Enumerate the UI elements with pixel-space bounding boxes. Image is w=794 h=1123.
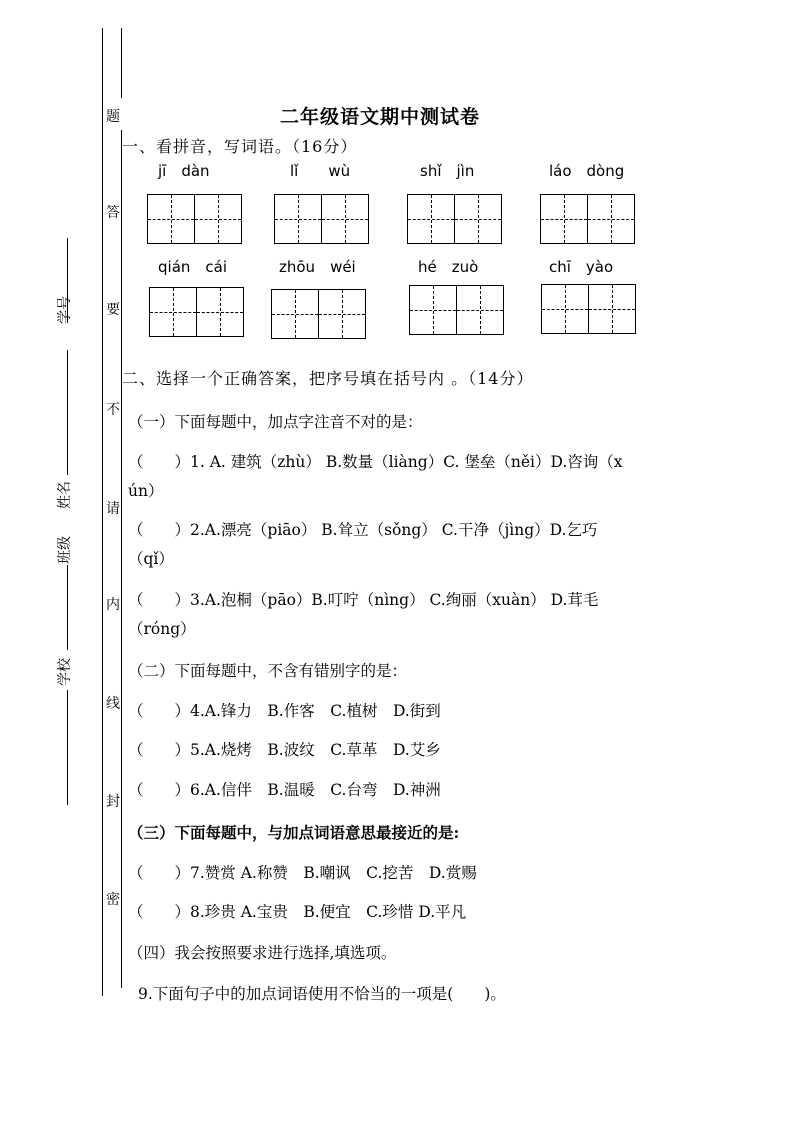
question-1: （ ）1. A. 建筑（zhù） B.数量（liàng）C. 堡垒（něi）D.咨询（x xyxy=(128,453,623,471)
student-id-label: 学号 xyxy=(57,296,73,324)
writing-grid[interactable] xyxy=(271,289,366,339)
part-2-heading: （二）下面每题中，不含有错别字的是： xyxy=(128,662,408,680)
school-label: 学校 xyxy=(57,658,73,686)
writing-grid[interactable] xyxy=(540,194,635,244)
pinyin-label: chī yào xyxy=(549,258,614,276)
writing-grid[interactable] xyxy=(409,285,504,335)
binding-line-right xyxy=(121,130,122,988)
page-title: 二年级语文期中测试卷 xyxy=(280,106,481,128)
binding-char: 不 xyxy=(106,402,120,418)
section-1-heading: 一、看拼音，写词语。（16分） xyxy=(122,137,358,156)
question-3-continued: （róng） xyxy=(128,620,196,638)
writing-grid[interactable] xyxy=(274,194,369,244)
question-4: （ ）4.A.锋力 B.作客 C.植树 D.街到 xyxy=(128,702,441,720)
question-8: （ ）8.珍贵 A.宝贵 B.便宜 C.珍惜 D.平凡 xyxy=(128,903,467,921)
pinyin-label: shǐ jìn xyxy=(420,162,475,180)
binding-line-right xyxy=(121,28,122,98)
binding-char: 密 xyxy=(106,892,120,908)
binding-char: 内 xyxy=(106,597,120,613)
class-label: 班级 xyxy=(57,536,73,564)
binding-line-left xyxy=(102,28,103,996)
question-2-continued: （qǐ） xyxy=(128,550,174,568)
question-6: （ ）6.A.信伴 B.温暖 C.台弯 D.神洲 xyxy=(128,781,441,799)
part-4-heading: （四）我会按照要求进行选择,填选项。 xyxy=(128,944,397,962)
binding-char: 要 xyxy=(106,302,120,318)
pinyin-label: qián cái xyxy=(158,258,227,276)
question-9: 9.下面句子中的加点词语使用不恰当的一项是( )。 xyxy=(138,985,506,1003)
question-3: （ ）3.A.泡桐（pāo）B.叮咛（nìng） C.绚丽（xuàn） D.茸毛 xyxy=(128,591,599,609)
writing-grid[interactable] xyxy=(147,194,242,244)
name-line xyxy=(67,350,68,475)
pinyin-label: jī dàn xyxy=(158,162,210,180)
pinyin-label: láo dòng xyxy=(549,162,625,180)
pinyin-label: hé zuò xyxy=(418,258,479,276)
binding-char: 封 xyxy=(106,794,120,810)
class-line xyxy=(67,565,68,650)
binding-char: 题 xyxy=(106,109,120,125)
question-1-continued: ún） xyxy=(128,482,164,500)
school-line xyxy=(67,690,68,805)
writing-grid[interactable] xyxy=(149,287,244,337)
part-1-heading: （一）下面每题中，加点字注音不对的是： xyxy=(128,413,423,431)
part-3-heading: （三）下面每题中，与加点词语意思最接近的是: xyxy=(128,823,460,842)
pinyin-label: zhōu wéi xyxy=(279,258,356,276)
binding-char: 线 xyxy=(106,696,120,712)
question-5: （ ）5.A.烧烤 B.波纹 C.草革 D.艾乡 xyxy=(128,741,441,759)
question-7: （ ）7.赞赏 A.称赞 B.嘲讽 C.挖苦 D.赏赐 xyxy=(128,864,477,882)
binding-char: 答 xyxy=(106,205,120,221)
writing-grid[interactable] xyxy=(541,284,636,334)
section-2-heading: 二、选择一个正确答案，把序号填在括号内 。（14分） xyxy=(122,369,534,388)
writing-grid[interactable] xyxy=(407,194,502,244)
question-2: （ ）2.A.漂亮（piāo） B.耸立（sǒng） C.干净（jìng）D.乞巧 xyxy=(128,521,598,539)
pinyin-label: lǐ wù xyxy=(290,162,351,180)
binding-char: 请 xyxy=(106,501,120,517)
name-label: 姓名 xyxy=(57,481,73,509)
